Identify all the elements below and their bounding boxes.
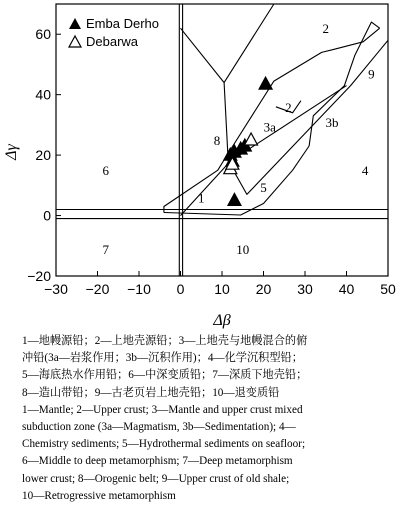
region-label: 3a (263, 119, 276, 135)
y-tick-label: 20 (35, 147, 51, 164)
y-axis-label: Δγ (3, 144, 20, 160)
region-label: 9 (368, 66, 375, 82)
region-label: 3b (325, 114, 339, 130)
figure-caption (22, 333, 392, 505)
data-point-debarwa (245, 133, 258, 145)
caption-cn-line: 1—地幔源铅；2—上地壳源铅；3—上地壳与地幔混合的俯 (22, 335, 308, 347)
x-tick-label: 0 (176, 281, 185, 297)
caption-en-line: 6—Middle to deep metamorphism; 7—Deep metamorphism (22, 455, 293, 468)
region-label: 8 (213, 133, 221, 148)
x-axis-label: Δβ (213, 312, 231, 329)
y-tick-label: −20 (27, 268, 51, 284)
legend-label-emba-derho: Emba Derho (86, 16, 159, 31)
region-label: 5 (260, 179, 267, 195)
x-tick-label: −20 (85, 281, 110, 297)
y-tick-label: 0 (43, 207, 51, 224)
region-label: 2 (285, 99, 292, 115)
region-boundary-line (181, 4, 274, 83)
region-labels (103, 21, 375, 257)
data-point-emba-derho (228, 193, 241, 205)
region-label: 6 (102, 163, 110, 179)
y-tick-label: 40 (35, 86, 51, 103)
region-label: 2 (322, 21, 329, 37)
caption-cn-line: 8—造山带铅；9—古老页岩上地壳铅；10—退变质铅 (22, 386, 280, 399)
legend-marker-debarwa (69, 36, 81, 47)
region-boundary-line (181, 161, 231, 215)
region-label: 1 (198, 190, 205, 206)
y-tick-label: 60 (35, 26, 51, 43)
caption-en-line: subduction zone (3a—Magmatism, 3b—Sedimentation); 4— (22, 421, 296, 434)
region-label: 4 (361, 163, 369, 179)
x-tick-label: 50 (380, 281, 396, 297)
region-boundary-line (309, 22, 380, 146)
x-tick-label: −30 (44, 281, 68, 297)
x-tick-label: 30 (297, 281, 313, 297)
region-label: 7 (102, 241, 110, 257)
caption-cn-line: 5—海底热水作用铅；6—中深变质铅；7—深质下地壳铅； (22, 369, 308, 382)
caption-en-line: Chemistry sediments; 5—Hydrothermal sediments on seafloor; (22, 438, 306, 451)
legend-label-debarwa: Debarwa (86, 34, 139, 49)
caption-en-line: lower crust; 8—Orogenic belt; 9—Upper crust of old shale; (22, 472, 290, 485)
x-tick-label: 20 (255, 281, 272, 297)
x-tick-label: 10 (214, 281, 230, 297)
caption-en-line: 10—Retrogressive metamorphism (22, 489, 176, 502)
legend (69, 16, 159, 49)
caption-cn-line: 冲铅(3a—岩浆作用；3b—沉积作用)；4—化学沉积型铅； (22, 352, 303, 365)
data-point-emba-derho (259, 77, 272, 89)
region-label: 10 (236, 241, 250, 257)
caption-en-line: 1—Mantle; 2—Upper crust; 3—Mantle and upper crust mixed (22, 403, 303, 416)
legend-marker-emba-derho (69, 18, 81, 29)
axis-ticks (56, 34, 388, 276)
x-tick-label: 40 (338, 281, 355, 297)
x-tick-label: −10 (127, 281, 151, 297)
